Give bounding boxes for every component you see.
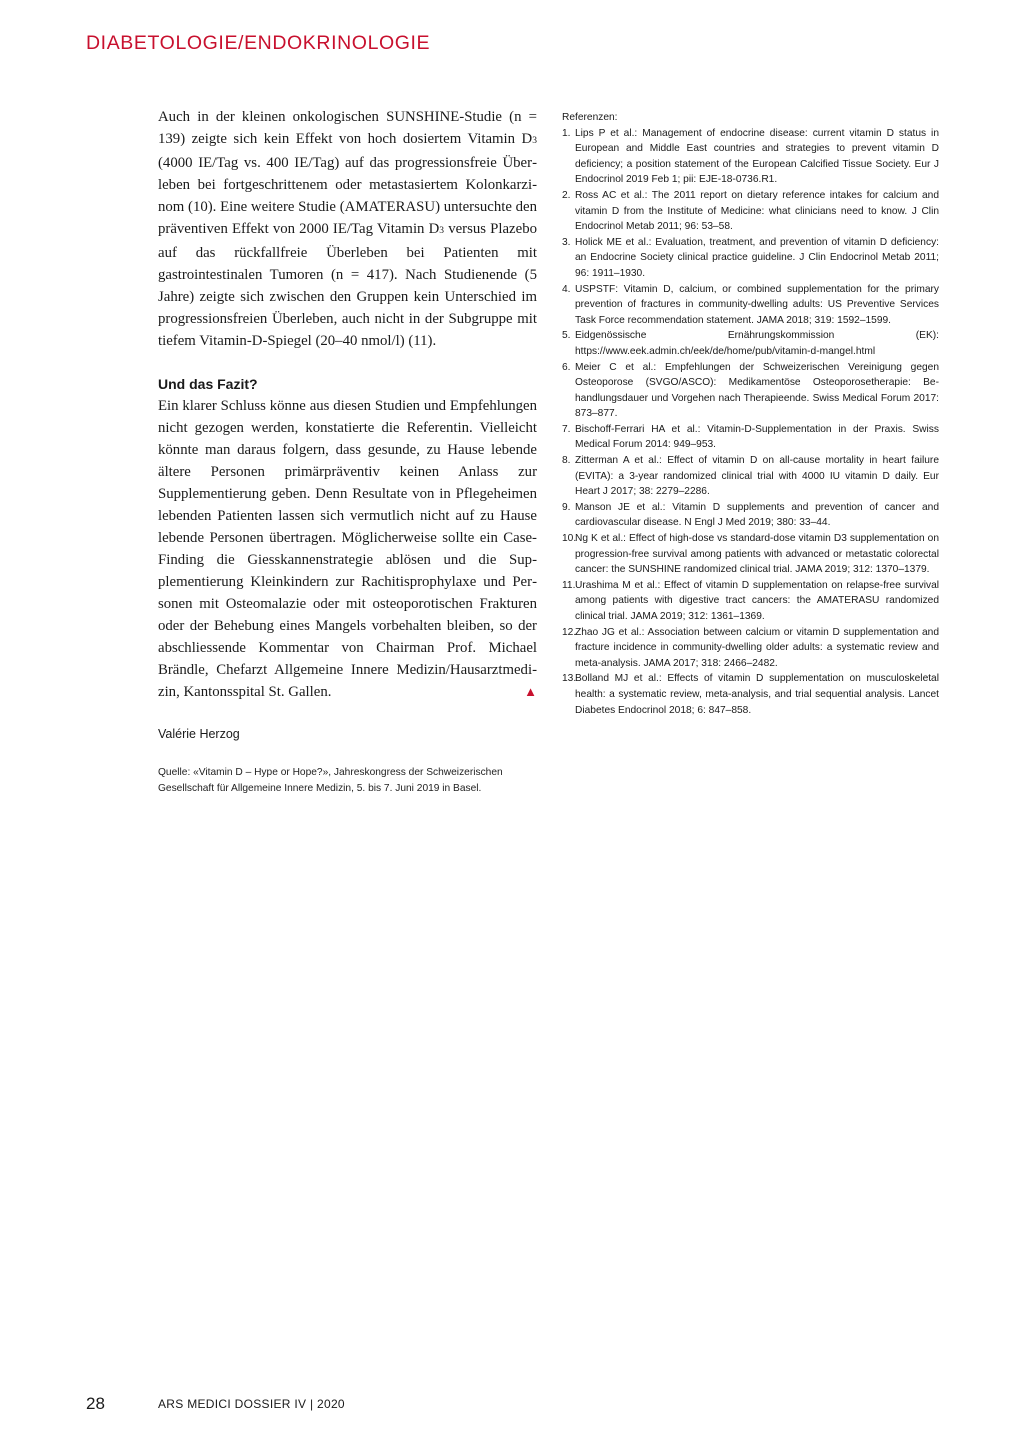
paragraph-text: (4000 IE/Tag vs. 400 IE/Tag) auf das progressionsfreie Überleben bei fortgeschrittenem oder metastasiertem Kolonkarzinom (10). Eine weitere Studie (AMATERASU) untersuchte den präventiven Effekt von 2000 IE/Tag Vitamin D bbox=[158, 155, 537, 237]
reference-item bbox=[562, 328, 939, 359]
reference-item bbox=[562, 235, 939, 282]
subscript: 3 bbox=[532, 136, 537, 146]
reference-text: Bolland MJ et al.: Effects of vitamin D supplementation on musculoskeletal health: a systematic review, meta-analysis, and trial sequential analysis. Lancet Diabetes Endocrinol 2018; 6: 847–858. bbox=[575, 673, 939, 716]
reference-item bbox=[562, 422, 939, 453]
reference-number: 3. bbox=[562, 236, 571, 248]
reference-number: 6. bbox=[562, 361, 571, 373]
subheading: Und das Fazit? bbox=[158, 376, 258, 392]
reference-number: 10. bbox=[562, 533, 577, 545]
reference-text: USPSTF: Vitamin D, calcium, or combined supplementation for the primary prevention of fractures in community-dwelling adults: US Preventive Services Task Force recommendation statement. JAMA 2018; 319: 1592–1599. bbox=[575, 283, 939, 326]
reference-item bbox=[562, 188, 939, 235]
reference-number: 7. bbox=[562, 423, 571, 435]
reference-text: Manson JE et al.: Vitamin D supplements and prevention of cancer and cardiovascular disease. N Engl J Med 2019; 380: 33–44. bbox=[575, 501, 939, 529]
reference-list bbox=[562, 126, 939, 719]
reference-text: Ng K et al.: Effect of high-dose vs standard-dose vitamin D3 supplementation on progression-free survival among patients with advanced or metastatic colorectal cancer: the SUNSHINE randomized clinical trial. JAMA 2019; 312: 1370–1379. bbox=[575, 533, 939, 576]
paragraph-text: Ein klarer Schluss könne aus diesen Studien und Empfehlungen nicht gezogen werden, konstatierte die Referentin. Vielleicht könnte man daraus folgern, dass gesunde, zu Hause lebende ältere Personen primärpräventiv keinen Anlass zur Supplementierung geben. Denn Resultate von in Pflegeheimen lebenden Patienten lassen sich vermutlich nicht auf zu Hause lebende Personen übertragen. Möglicherweise sollte ein Case-Finding die Giesskannenstrategie ablösen und die Supplementierung Kleinkindern zur Rachitisprophylaxe und Personen mit Osteomalazie oder mit osteoporotischen Frakturen oder der Behebung eines Mangels vorbehalten bleiben, so der abschliessende Kommentar von Chairman Prof. Michael Brändle, Chefarzt Allgemeine Innere Medizin/Hausarztmedizin, Kantonsspital St. Gallen. bbox=[158, 398, 537, 700]
reference-text: Bischoff-Ferrari HA et al.: Vitamin-D-Supplementation in der Praxis. Swiss Medical Forum 2014: 949–953. bbox=[575, 423, 939, 451]
reference-text: Meier C et al.: Empfehlungen der Schweizerischen Vereinigung gegen Osteoporose (SVGO/ASCO): Medikamentöse Osteoporosetherapie: Behandlungsdauer und Vorgehen nach Therapieende. Swiss Medical Forum 2017: 873–877. bbox=[575, 361, 939, 420]
references-column bbox=[562, 110, 939, 718]
end-triangle-icon: ▲ bbox=[524, 684, 537, 699]
reference-item bbox=[562, 282, 939, 329]
journal-name: ARS MEDICI DOSSIER IV | 2020 bbox=[158, 1397, 345, 1411]
reference-text: Eidgenössische Ernährungskommission (EK): https://www.eek.admin.ch/eek/de/home/pub/vitamin-d-mangel.html bbox=[575, 330, 939, 357]
references-title: Referenzen: bbox=[562, 112, 618, 123]
page-number: 28 bbox=[86, 1394, 105, 1413]
paragraph-text: versus Plazebo auf das rückfallfreie Überleben bei Patienten mit gastrointestinalen Tumoren (n = 417). Nach Studienende (5 Jahre) zeigte sich zwischen den Gruppen kein Unterschied im progressionsfreien Überleben, auch nicht in der Subgruppe mit tiefem Vitamin-D-Spiegel (20–40 nmol/l) (11). bbox=[158, 221, 537, 349]
body-paragraph-2 bbox=[158, 395, 537, 703]
subscript: 3 bbox=[439, 226, 445, 236]
reference-number: 1. bbox=[562, 127, 571, 139]
reference-number: 13. bbox=[562, 673, 577, 685]
section-header: DIABETOLOGIE/ENDOKRINOLOGIE bbox=[86, 32, 431, 54]
reference-number: 2. bbox=[562, 189, 571, 201]
reference-text: Zitterman A et al.: Effect of vitamin D on all-cause mortality in heart failure (EVITA): a 3-year randomized clinical trial with 4000 IU vitamin D daily. Eur Heart J 2017; 38: 2279–2286. bbox=[575, 455, 939, 498]
reference-item bbox=[562, 360, 939, 422]
reference-text: Urashima M et al.: Effect of vitamin D supplementation on relapse-free survival among patients with digestive tract cancers: the AMATERASU randomized clinical trial. JAMA 2019; 312: 1361–1369. bbox=[575, 579, 939, 622]
source-note: Quelle: «Vitamin D – Hype or Hope?», Jahreskongress der Schweizerischen Gesellschaft für Allgemeine Innere Medizin, 5. bis 7. Juni 2019 in Basel. bbox=[158, 767, 503, 794]
reference-item bbox=[562, 453, 939, 500]
reference-item bbox=[562, 578, 939, 625]
reference-text: Ross AC et al.: The 2011 report on dietary reference intakes for calcium and vitamin D from the Institute of Medicine: what clinicians need to know. J Clin Endocrinol Metab 2011; 96: 53–58. bbox=[575, 189, 939, 233]
body-paragraph-1 bbox=[158, 106, 537, 352]
reference-text: Zhao JG et al.: Association between calcium or vitamin D supplementation and fracture incidence in community-dwelling older adults: a systematic review and meta-analysis. JAMA 2017; 318: 2466–2482. bbox=[575, 626, 939, 669]
reference-number: 4. bbox=[562, 283, 571, 295]
reference-number: 11. bbox=[562, 579, 576, 591]
reference-text: Holick ME et al.: Evaluation, treatment, and prevention of vitamin D deficiency: an Endocrine Society clinical practice guideline. J Clin Endocrinol Metab 2011; 96: 1911–1930. bbox=[575, 236, 939, 279]
reference-text: Lips P et al.: Management of endocrine disease: current vitamin D status in European and Middle East countries and strategies to prevent vitamin D deficiency; a position statement of the European Calcified Tissue Society. Eur J Endocrinol 2019 Feb 1; pii: EJE-18-0736.R1. bbox=[575, 127, 939, 186]
reference-item bbox=[562, 625, 939, 672]
paragraph-text: Auch in der kleinen onkologischen SUNSHINE-Studie (n = 139) zeigte sich kein Effekt von hoch dosiertem Vitamin D bbox=[158, 109, 537, 147]
reference-number: 12. bbox=[562, 626, 577, 638]
reference-number: 8. bbox=[562, 455, 571, 467]
reference-item bbox=[562, 126, 939, 188]
author-name: Valérie Herzog bbox=[158, 727, 240, 741]
reference-item bbox=[562, 671, 939, 718]
reference-number: 9. bbox=[562, 501, 571, 513]
reference-item bbox=[562, 500, 939, 531]
reference-item bbox=[562, 531, 939, 578]
reference-number: 5. bbox=[562, 330, 571, 342]
article-column bbox=[158, 106, 537, 796]
